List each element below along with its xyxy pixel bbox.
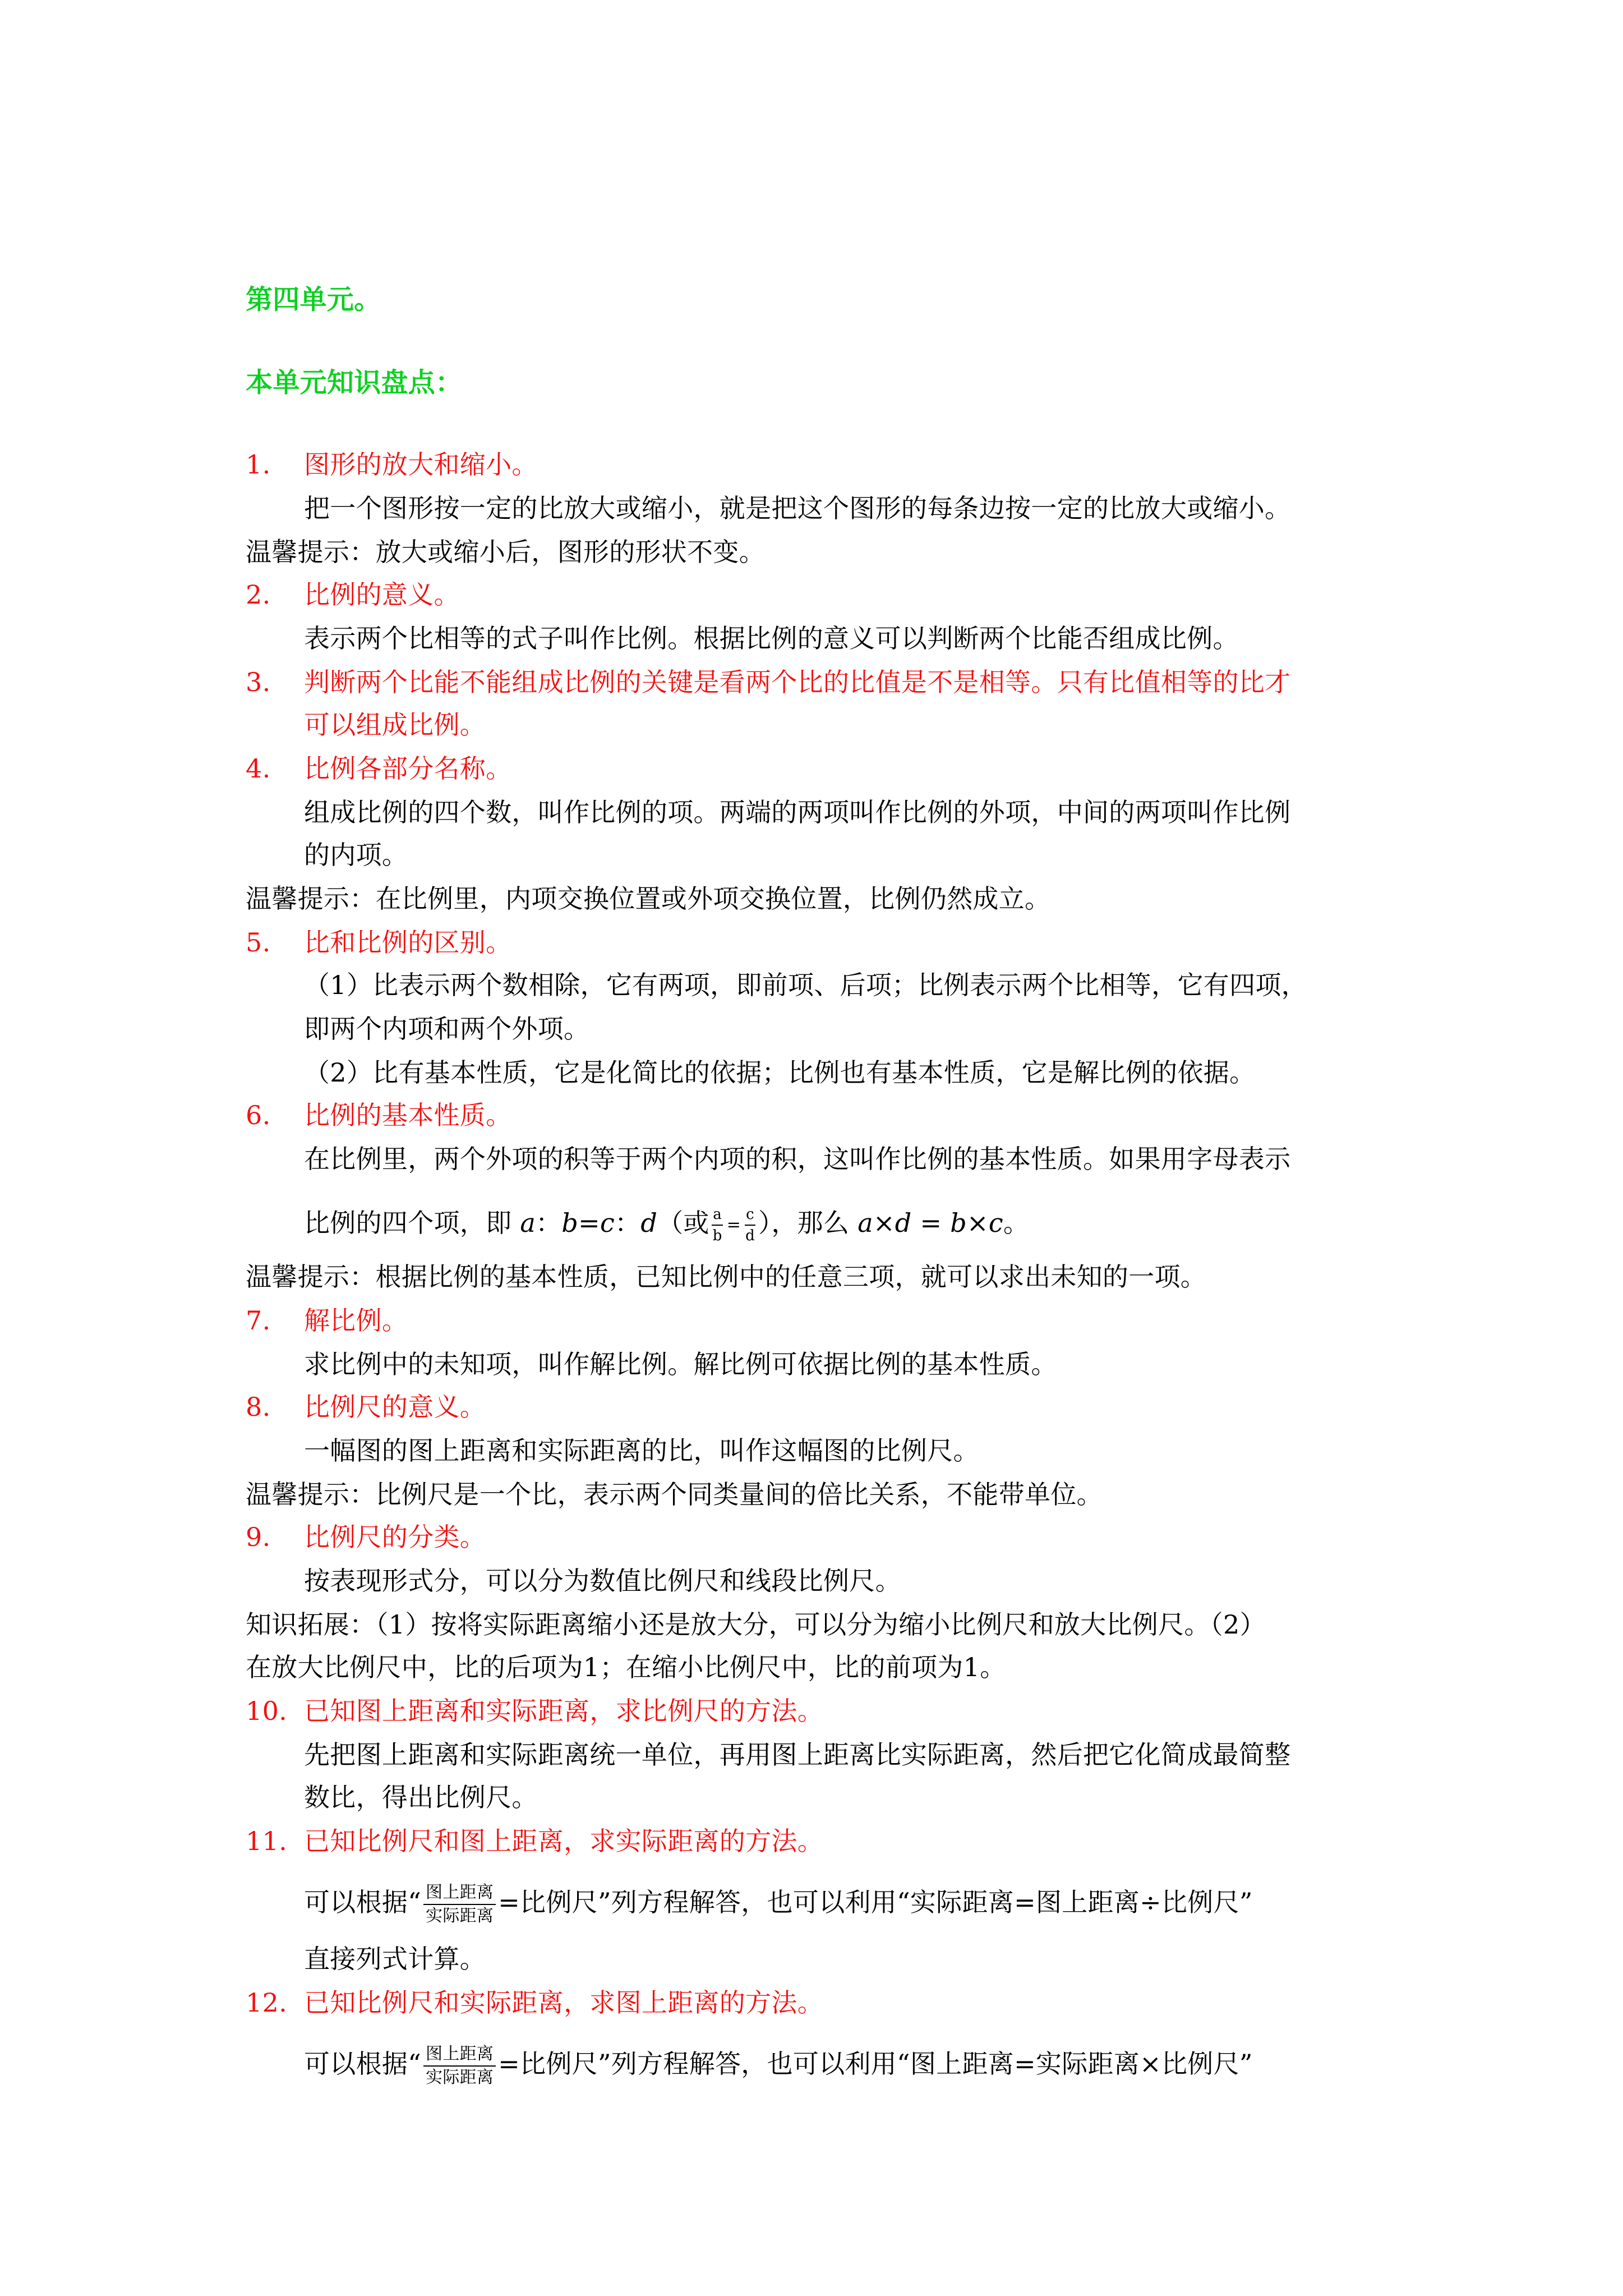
fraction-denominator: b <box>712 1227 722 1244</box>
fraction-denominator: 实际距离 <box>426 1906 494 1926</box>
item-title: 比例的基本性质。 <box>304 1100 512 1130</box>
formula-period: 。 <box>1003 1208 1030 1238</box>
item-5-heading <box>246 926 511 959</box>
item-4-body-1: 组成比例的四个数，叫作比例的项。两端的两项叫作比例的外项，中间的两项叫作比例 <box>304 797 1291 827</box>
item-9-heading <box>246 1520 486 1554</box>
item-number: 3. <box>246 667 271 697</box>
item-5-body-3: （2）比有基本性质，它是化简比的依据；比例也有基本性质，它是解比例的依据。 <box>304 1057 1256 1088</box>
item-8-body: 一幅图的图上距离和实际距离的比，叫作这幅图的比例尺。 <box>304 1435 979 1466</box>
body-intro: 可以根据“ <box>304 1887 422 1917</box>
item-4-body-2: 的内项。 <box>304 840 408 870</box>
item-6-body-1: 在比例里，两个外项的积等于两个内项的积，这叫作比例的基本性质。如果用字母表示 <box>304 1144 1291 1174</box>
fraction-denominator: d <box>745 1227 755 1244</box>
item-1-tip: 温馨提示：放大或缩小后，图形的形状不变。 <box>246 537 765 567</box>
fraction-numerator: 图上距离 <box>423 2046 496 2067</box>
item-title: 已知比例尺和实际距离，求图上距离的方法。 <box>304 1987 823 2018</box>
formula-equals-1: = <box>578 1208 600 1238</box>
item-8-tip: 温馨提示：比例尺是一个比，表示两个同类量间的倍比关系，不能带单位。 <box>246 1479 1103 1510</box>
formula-d: d <box>640 1208 658 1238</box>
fraction-c-over-d <box>744 1207 756 1243</box>
item-title: 已知图上距离和实际距离，求比例尺的方法。 <box>304 1696 823 1726</box>
item-number: 4. <box>246 753 271 784</box>
formula-b: b <box>561 1208 579 1238</box>
item-number: 9. <box>246 1522 271 1552</box>
body-intro: 可以根据“ <box>304 2049 422 2079</box>
item-title: 比例尺的意义。 <box>304 1392 486 1422</box>
formula-or-open: （或 <box>657 1208 709 1238</box>
item-title: 比和比例的区别。 <box>304 927 512 958</box>
formula-times-1: × <box>873 1208 895 1238</box>
item-number: 2. <box>246 579 271 610</box>
item-title: 解比例。 <box>304 1305 408 1336</box>
formula-d-2: d <box>895 1208 912 1238</box>
unit-title: 第四单元。 <box>246 284 381 315</box>
item-1-heading <box>246 448 538 481</box>
item-3-heading <box>246 665 1290 699</box>
item-10-body-2: 数比，得出比例尺。 <box>304 1782 538 1812</box>
item-5-body-2: 即两个内项和两个外项。 <box>304 1014 590 1044</box>
fraction-denominator: 实际距离 <box>426 2068 494 2087</box>
formula-c-2: c <box>988 1208 1003 1238</box>
item-10-body-1: 先把图上距离和实际距离统一单位，再用图上距离比实际距离，然后把它化简成最简整 <box>304 1740 1291 1770</box>
fraction-numerator: c <box>745 1207 755 1226</box>
fraction-numerator: a <box>712 1207 723 1226</box>
fraction-a-over-b <box>712 1207 723 1243</box>
item-number: 5. <box>246 927 271 958</box>
item-title: 已知比例尺和图上距离，求实际距离的方法。 <box>304 1826 823 1856</box>
item-number: 12. <box>246 1987 288 2018</box>
formula-colon-2: ： <box>615 1208 641 1238</box>
item-title: 比例的意义。 <box>304 579 460 610</box>
formula-colon-1: ： <box>536 1208 562 1238</box>
item-number: 6. <box>246 1100 271 1130</box>
item-9-extend-2: 在放大比例尺中，比的后项为1；在缩小比例尺中，比的前项为1。 <box>246 1652 1006 1682</box>
item-1-body: 把一个图形按一定的比放大或缩小，就是把这个图形的每条边按一定的比放大或缩小。 <box>304 493 1291 523</box>
item-11-heading <box>246 1824 823 1858</box>
item-title: 比例尺的分类。 <box>304 1522 486 1552</box>
body-rest: =比例尺”列方程解答，也可以利用“实际距离=图上距离÷比例尺” <box>498 1887 1253 1917</box>
item-2-body: 表示两个比相等的式子叫作比例。根据比例的意义可以判断两个比能否组成比例。 <box>304 623 1239 654</box>
section-title: 本单元知识盘点： <box>246 367 463 398</box>
formula-times-2: × <box>966 1208 989 1238</box>
item-7-body: 求比例中的未知项，叫作解比例。解比例可依据比例的基本性质。 <box>304 1349 1057 1379</box>
item-title: 比例各部分名称。 <box>304 753 512 784</box>
formula-a-2: a <box>857 1208 873 1238</box>
item-title: 图形的放大和缩小。 <box>304 449 538 480</box>
formula-equals-2: = <box>911 1208 951 1238</box>
body-rest: =比例尺”列方程解答，也可以利用“图上距离=实际距离×比例尺” <box>498 2049 1253 2079</box>
fraction-map-over-actual <box>423 1884 496 1925</box>
item-4-tip: 温馨提示：在比例里，内项交换位置或外项交换位置，比例仍然成立。 <box>246 884 1051 914</box>
item-6-formula-line <box>304 1200 1029 1245</box>
item-12-body <box>304 2039 1253 2089</box>
item-number: 8. <box>246 1392 271 1422</box>
formula-b-2: b <box>950 1208 967 1238</box>
item-12-heading <box>246 1986 823 2019</box>
formula-or-close: ），那么 <box>758 1208 850 1238</box>
item-2-heading <box>246 578 460 611</box>
item-6-tip: 温馨提示：根据比例的基本性质，已知比例中的任意三项，就可以求出未知的一项。 <box>246 1262 1207 1292</box>
item-3-heading-cont: 可以组成比例。 <box>304 710 486 740</box>
item-11-body-cont: 直接列式计算。 <box>304 1944 486 1974</box>
item-number: 7. <box>246 1305 271 1336</box>
item-11-body <box>304 1877 1253 1927</box>
formula-a: a <box>520 1208 536 1238</box>
item-number: 1. <box>246 449 271 480</box>
fraction-map-over-actual <box>423 2046 496 2086</box>
fraction-equals: = <box>726 1215 741 1235</box>
item-7-heading <box>246 1304 408 1337</box>
item-9-body: 按表现形式分，可以分为数值比例尺和线段比例尺。 <box>304 1566 901 1596</box>
item-6-heading <box>246 1098 511 1132</box>
item-number: 11. <box>246 1826 288 1856</box>
item-title: 判断两个比能不能组成比例的关键是看两个比的比值是不是相等。只有比值相等的比才 <box>304 667 1291 697</box>
formula-c: c <box>600 1208 615 1238</box>
item-9-extend-1: 知识拓展：（1）按将实际距离缩小还是放大分，可以分为缩小比例尺和放大比例尺。（2） <box>246 1609 1266 1640</box>
item-10-heading <box>246 1694 823 1728</box>
item-4-heading <box>246 752 511 785</box>
item-8-heading <box>246 1390 486 1424</box>
fraction-numerator: 图上距离 <box>423 1884 496 1905</box>
item-number: 10. <box>246 1696 288 1726</box>
item-5-body-1: （1）比表示两个数相除，它有两项，即前项、后项；比例表示两个比相等，它有四项， <box>304 970 1307 1000</box>
formula-intro: 比例的四个项，即 <box>304 1208 512 1238</box>
